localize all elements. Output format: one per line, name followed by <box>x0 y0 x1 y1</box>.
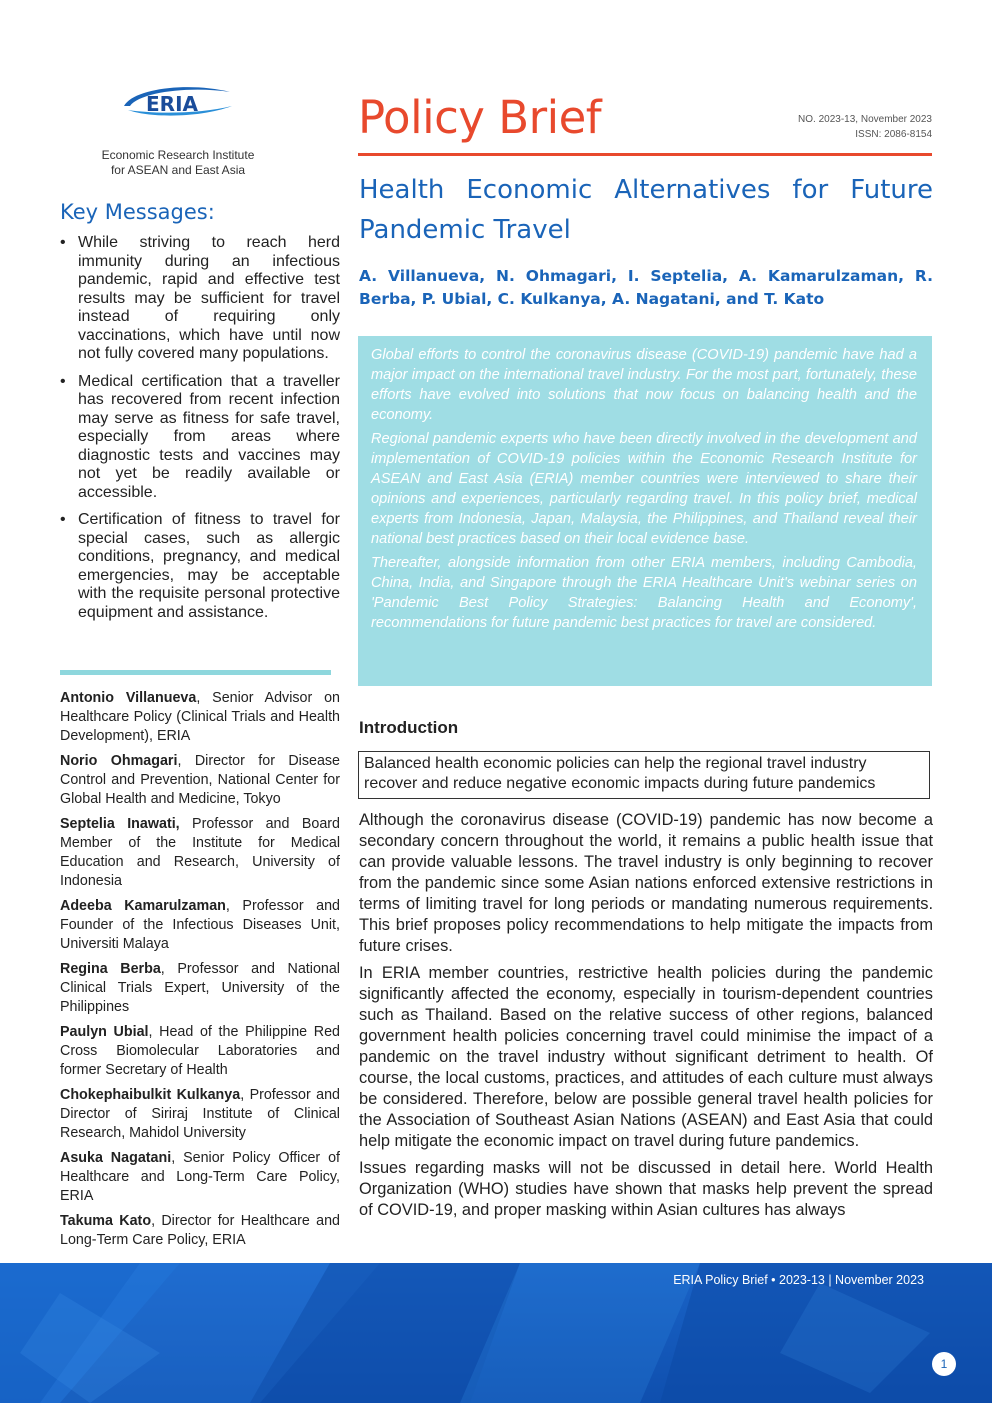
page-number: 1 <box>932 1352 956 1376</box>
key-messages-heading: Key Messages: <box>60 200 215 224</box>
org-name-line2: for ASEAN and East Asia <box>110 163 246 177</box>
org-name-line1: Economic Research Institute <box>101 148 255 162</box>
series-title: Policy Brief <box>358 91 602 144</box>
key-message-text: While striving to reach herd immunity during an infectious pandemic, rapid and effective test results may be sufficient for travel instead of requiring only vaccinations, which have until now not fully covered many populations. <box>78 234 340 362</box>
author-bio <box>60 752 340 809</box>
body-paragraph: In ERIA member countries, restrictive health policies during the pandemic significantly affected the economy, especially in tourism-dependent countries such as Thailand. Based on the relative success of other regions, balanced government health policies concerning travel could minimise the impact of a pandemic on the travel industry without significant detriment to health. Of course, the local customs, practices, and attitudes of each culture must always be considered. Therefore, below are possible general travel health policies for the Association of Southeast Asian Nations (ASEAN) and East Asia that could help mitigate the economic impact on travel during future pandemics. <box>359 964 933 1150</box>
author-bio <box>60 1149 340 1206</box>
key-message-text: Certification of fitness to travel for special cases, such as allergic conditions, pregnancy, and medical emergencies, may be acceptable with the requisite personal protective equipment and assistance. <box>78 511 340 621</box>
summary-paragraph: Thereafter, alongside information from other ERIA members, including Cambodia, China, India, and Singapore through the ERIA Healthcare Unit's webinar series on 'Pandemic Best Policy Strategies: Balancing Health and Economy', recommendations for future pandemic best practices for travel are considered. <box>371 555 917 631</box>
svg-text:ERIA: ERIA <box>146 92 198 116</box>
org-name <box>62 148 294 178</box>
header-rule <box>358 153 932 156</box>
issue-meta <box>798 112 932 142</box>
bullet-icon: • <box>60 234 66 251</box>
author-name: Norio Ohmagari <box>60 753 178 769</box>
author-name: Paulyn Ubial <box>60 1024 149 1040</box>
author-role: , Professor and National Clinical Trials Expert, University of the Philippines <box>60 961 340 1015</box>
author-bio <box>60 1086 340 1143</box>
eria-logo <box>120 84 238 120</box>
author-name: Asuka Nagatani <box>60 1150 172 1166</box>
introduction-heading: Introduction <box>359 718 459 737</box>
author-bio <box>60 1023 340 1080</box>
author-role: , Head of the Philippine Red Cross Biomolecular Laboratories and former Secretary of Health <box>60 1024 340 1078</box>
author-bio <box>60 960 340 1017</box>
author-name: Antonio Villanueva <box>60 690 197 706</box>
author-role: , Director for Disease Control and Prevention, National Center for Global Health and Medicine, Tokyo <box>60 753 340 807</box>
key-message-item <box>60 373 340 503</box>
highlight-callout: Balanced health economic policies can help the regional travel industry recover and reduce negative economic impacts during future pandemics <box>358 751 930 799</box>
footer-text: ERIA Policy Brief • 2023-13 | November 2023 <box>673 1273 924 1287</box>
summary-paragraph: Regional pandemic experts who have been directly involved in the development and implementation of COVID-19 policies within the Economic Research Institute for ASEAN and East Asia (ERIA) member countries were interviewed to share their opinions and experiences, particularly regarding travel. In this policy brief, medical experts from Indonesia, Japan, Malaysia, the Philippines, and Thailand reveal their national best practices based on their local evidence base. <box>371 431 917 547</box>
summary-box <box>358 336 932 686</box>
body-paragraph: Issues regarding masks will not be discussed in detail here. World Health Organization (WHO) studies have shown that masks help prevent the spread of COVID-19, and proper masking within Asian cultures has always <box>359 1159 933 1219</box>
author-name: Chokephaibulkit Kulkanya <box>60 1087 241 1103</box>
author-bio <box>60 1212 340 1250</box>
author-role: , Senior Policy Officer of Healthcare and Long-Term Care Policy, ERIA <box>60 1150 341 1204</box>
author-name: Septelia Inawati, <box>60 816 180 832</box>
author-bio <box>60 689 340 746</box>
author-list: A. Villanueva, N. Ohmagari, I. Septelia, A. Kamarulzaman, R. Berba, P. Ubial, C. Kulkanya, A. Nagatani, and T. Kato <box>359 267 933 308</box>
author-bio <box>60 815 340 891</box>
issue-number: NO. 2023-13, November 2023 <box>798 114 932 125</box>
bullet-icon: • <box>60 511 66 528</box>
author-role: , Professor and Director of Siriraj Institute of Clinical Research, Mahidol University <box>60 1087 341 1141</box>
author-role: , Director for Healthcare and Long-Term Care Policy, ERIA <box>60 1213 340 1248</box>
author-bio <box>60 897 340 954</box>
document-title: Health Economic Alternatives for Future Pandemic Travel <box>359 175 933 245</box>
key-message-text: Medical certification that a traveller has recovered from recent infection may serve as fitness for safe travel, especially from areas where diagnostic tests and vaccines may not yet be readily available or accessible. <box>78 372 340 501</box>
body-paragraph: Although the coronavirus disease (COVID-19) pandemic has now become a secondary concern throughout the world, it remains a public health issue that can provide valuable lessons. The travel industry is only beginning to recover from the pandemic since some Asian nations enforced extensive restrictions in terms of limiting travel for long periods or mandating numerous requirements. This brief proposes policy recommendations to help mitigate the impacts from future crises. <box>359 811 933 955</box>
key-messages-list <box>60 234 340 631</box>
bullet-icon: • <box>60 372 66 390</box>
key-message-item <box>60 511 340 622</box>
summary-paragraph: Global efforts to control the coronavirus disease (COVID-19) pandemic have had a major impact on the international travel industry. For the most part, fortunately, these efforts have evolved into solutions that now focus on balancing health and the economy. <box>371 347 917 423</box>
section-divider <box>60 670 331 675</box>
author-name: Takuma Kato <box>60 1213 152 1229</box>
author-name: Adeeba Kamarulzaman <box>60 898 226 914</box>
author-role: Professor and Board Member of the Institute for Medical Education and Research, University of Indonesia <box>60 816 340 889</box>
author-role: , Professor and Founder of the Infectious Diseases Unit, Universiti Malaya <box>60 898 341 952</box>
author-role: , Senior Advisor on Healthcare Policy (Clinical Trials and Health Development), ERIA <box>60 690 340 744</box>
introduction-body <box>359 810 933 1227</box>
key-message-item <box>60 234 340 364</box>
author-name: Regina Berba <box>60 961 161 977</box>
issn: ISSN: 2086-8154 <box>855 129 932 140</box>
author-bios <box>60 689 340 1256</box>
